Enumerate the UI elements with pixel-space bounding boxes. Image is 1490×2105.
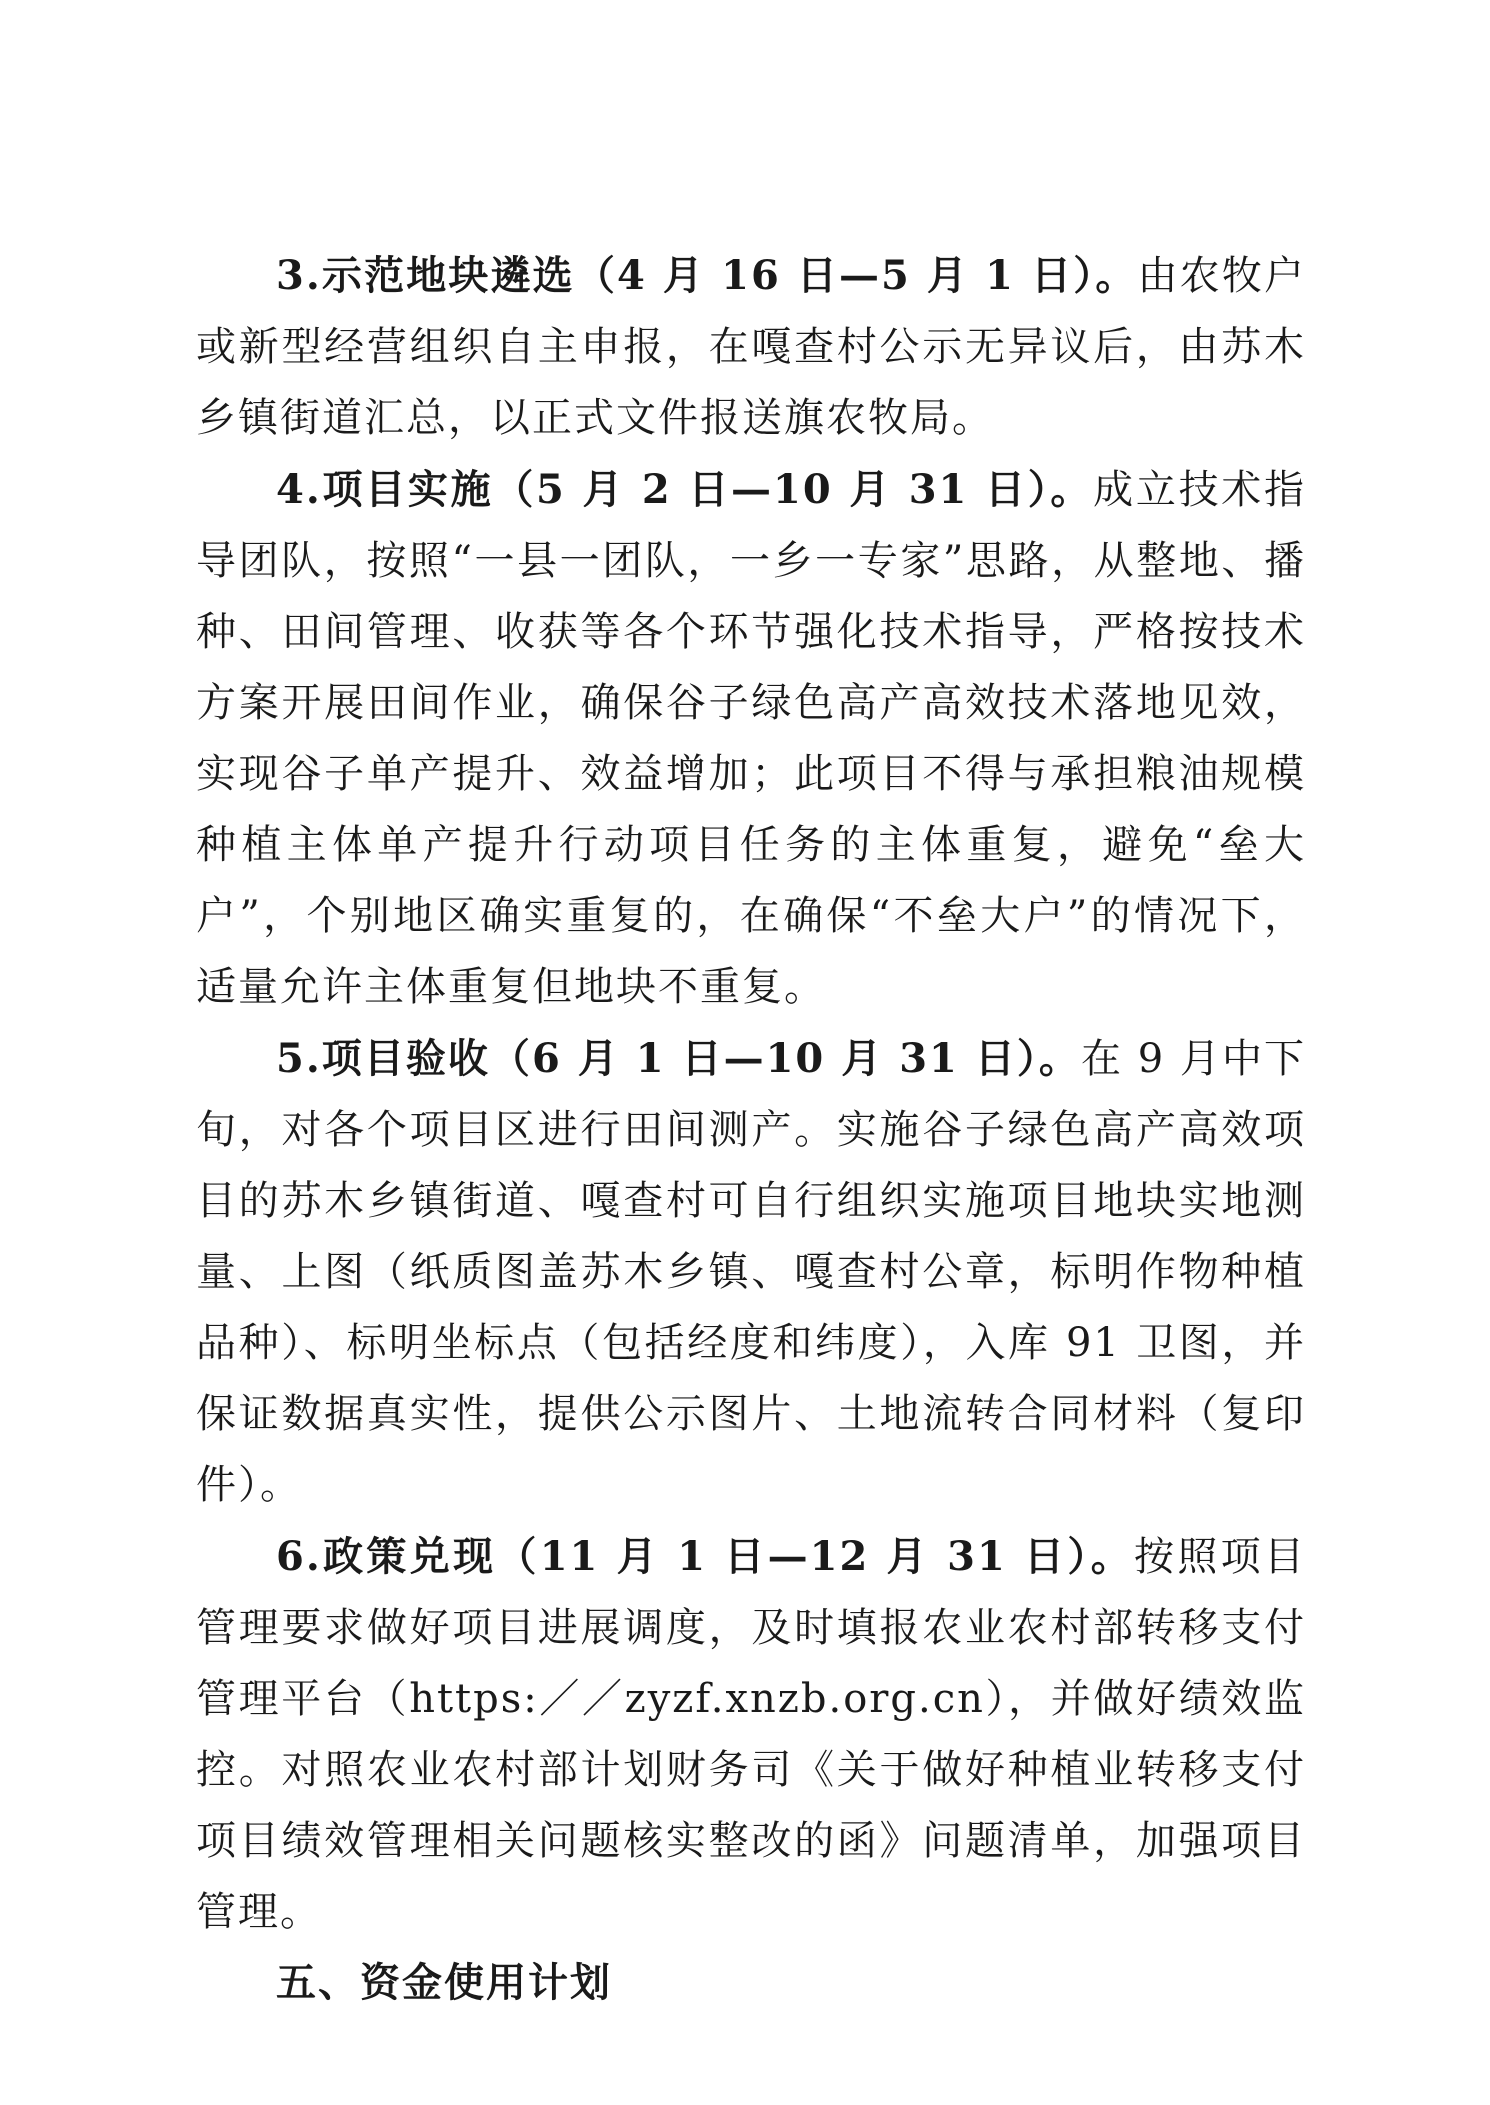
paragraph-text: 由农牧户或新型经营组织自主申报，在嘎查村公示无异议后，由苏木乡镇街道汇总，以正式文件报送旗农牧局。	[196, 253, 1306, 441]
paragraph-lead: 4.项目实施（5 月 2 日—10 月 31 日）。	[276, 466, 1094, 513]
paragraph-lead: 3.示范地块遴选（4 月 16 日—5 月 1 日）。	[276, 252, 1138, 299]
paragraph-text: 在 9 月中下旬，对各个项目区进行田间测产。实施谷子绿色高产高效项目的苏木乡镇街道、嘎查村可自行组织实施项目地块实地测量、上图（纸质图盖苏木乡镇、嘎查村公章，标明作物种植品种）、标明坐标点（包括经度和纬度），入库 91 卫图，并保证数据真实性，提供公示图片、土地流转合同材料（复印件）。	[196, 1036, 1306, 1508]
paragraph-5-project-acceptance	[196, 1023, 1306, 1521]
section-heading: 五、资金使用计划	[276, 1960, 612, 2006]
paragraph-6-policy-fulfillment	[196, 1521, 1306, 1948]
paragraph-text: 成立技术指导团队，按照“一县一团队，一乡一专家”思路，从整地、播种、田间管理、收获等各个环节强化技术指导，严格按技术方案开展田间作业，确保谷子绿色高产高效技术落地见效，实现谷子单产提升、效益增加；此项目不得与承担粮油规模种植主体单产提升行动项目任务的主体重复，避免“垒大户”，个别地区确实重复的，在确保“不垒大户”的情况下，适量允许主体重复但地块不重复。	[196, 467, 1306, 1010]
paragraph-4-project-implementation	[196, 454, 1306, 1023]
paragraph-lead: 6.政策兑现（11 月 1 日—12 月 31 日）。	[276, 1533, 1135, 1580]
paragraph-lead: 5.项目验收（6 月 1 日—10 月 31 日）。	[276, 1035, 1081, 1082]
document-body	[196, 240, 1306, 2019]
paragraph-3-demo-plot-selection	[196, 240, 1306, 454]
paragraph-text: 按照项目管理要求做好项目进展调度，及时填报农业农村部转移支付管理平台（https:／／zyzf.xnzb.org.cn），并做好绩效监控。对照农业农村部计划财务司《关于做好种植业转移支付项目绩效管理相关问题核实整改的函》问题清单，加强项目管理。	[196, 1534, 1307, 1935]
